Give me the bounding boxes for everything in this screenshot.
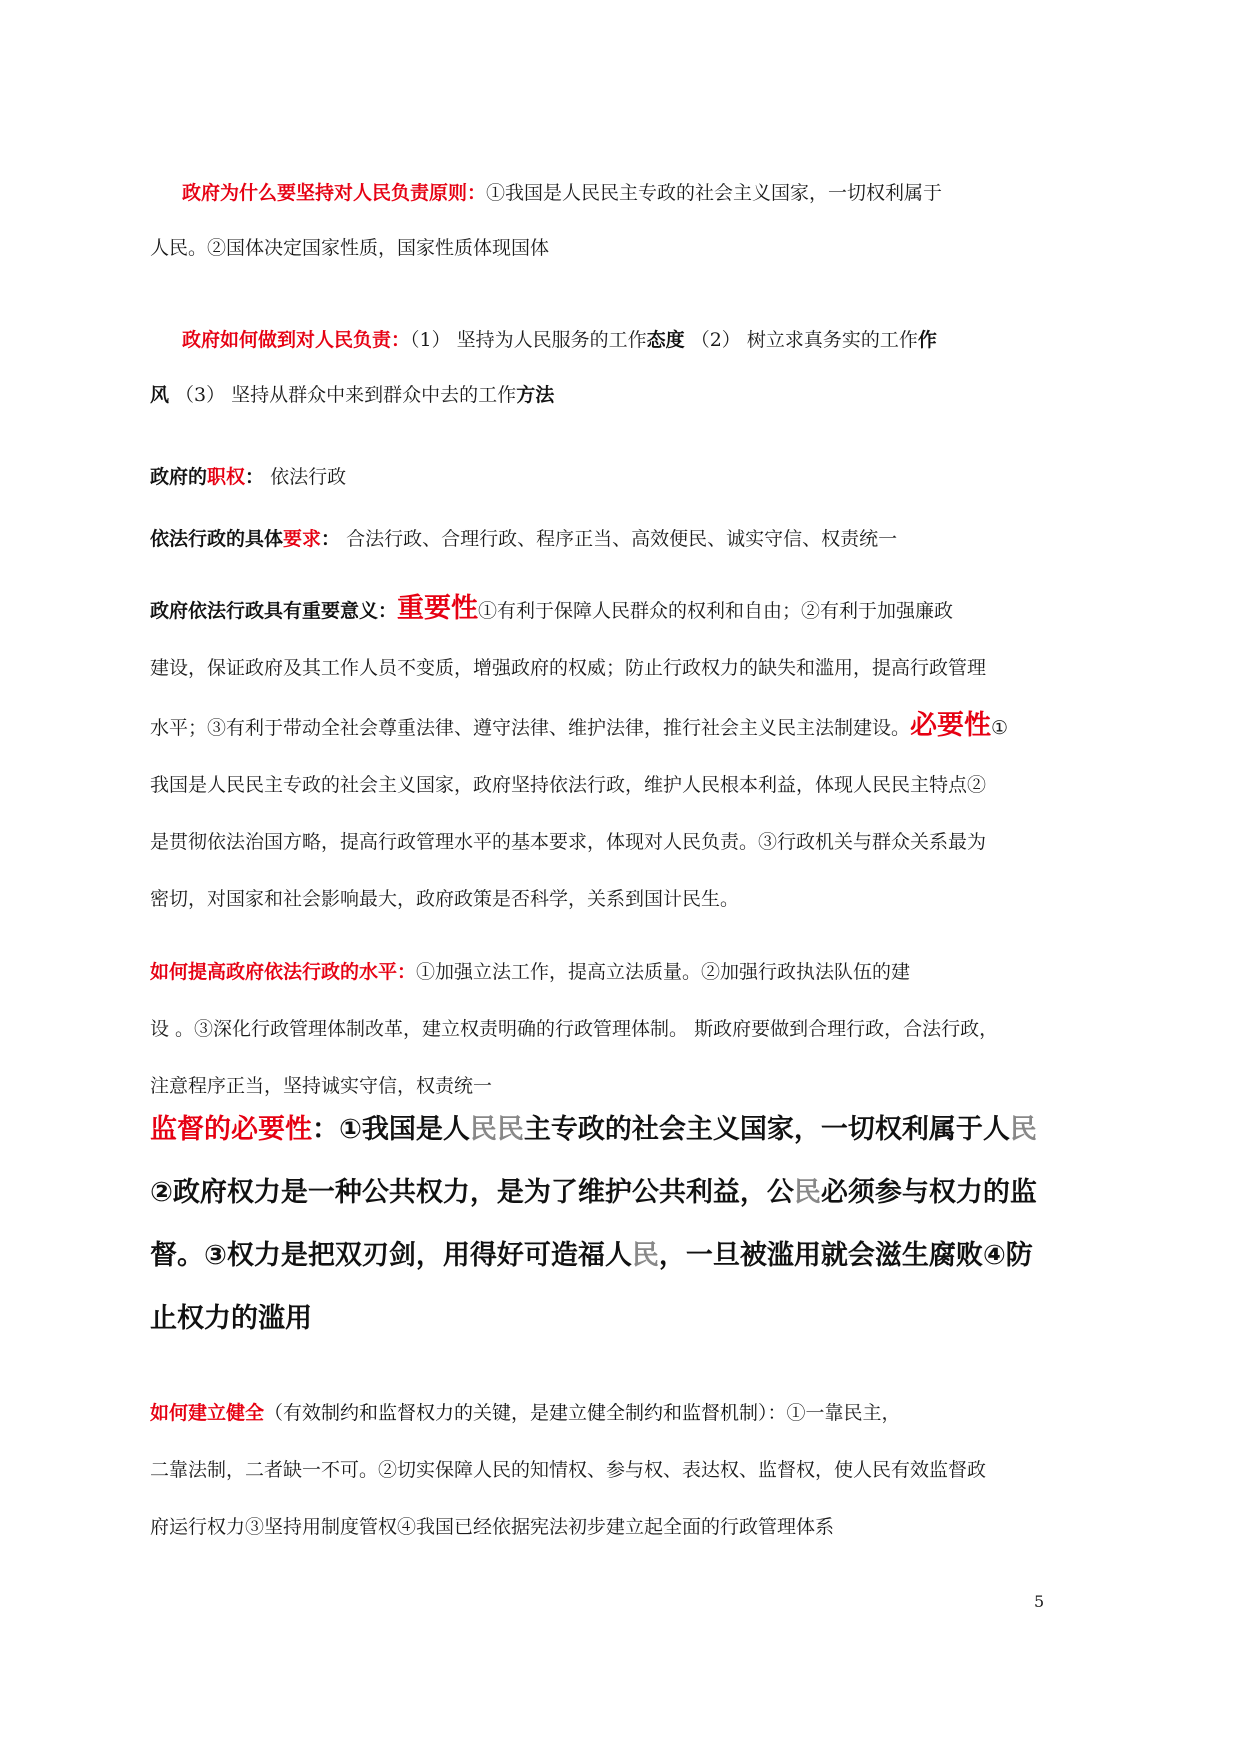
page-number: 5 — [1034, 1592, 1045, 1611]
paragraph-government-powers — [150, 457, 1105, 497]
text-line — [150, 697, 1105, 757]
text-line — [150, 1161, 1105, 1224]
paragraph-supervision-necessity — [150, 1098, 1105, 1350]
body-text: 合法行政、合理行政、程序正当、高效便民、诚实守信、权责统一 — [340, 528, 898, 550]
keyword-necessity: 必要性 — [910, 710, 992, 741]
keyword: 作 — [917, 329, 937, 351]
body-text: ，一旦被滥用就会滋生腐败④防 — [658, 1240, 1033, 1271]
text-line: 设 。③深化行政管理体制改革，建立权责明确的行政管理体制。 斯政府要做到合理行政，合法行政， — [150, 1018, 999, 1040]
keyword: 要求 — [283, 528, 322, 550]
text-line: 府运行权力③坚持用制度管权④我国已经依据宪法初步建立起全面的行政管理体系 — [150, 1516, 835, 1538]
paragraph-lawful-administration-significance — [150, 580, 1105, 928]
body-text: 主专政的社会主义国家，一切权利属于人 — [523, 1114, 1010, 1145]
body-text: ：①我国是人 — [312, 1114, 470, 1145]
body-text: 必须参与权力的监 — [820, 1177, 1037, 1208]
text-line: 密切，对国家和社会影响最大，政府政策是否科学，关系到国计民生。 — [150, 888, 740, 910]
body-text: （1） 坚持为人民服务的工作 — [410, 329, 647, 351]
paragraph-people-responsibility-reason — [150, 166, 1105, 276]
body-text: ①一靠民主， — [786, 1402, 901, 1424]
text-line — [150, 1098, 1105, 1161]
text-line: 二靠法制，二者缺一不可。②切实保障人民的知情权、参与权、表达权、监督权，使人民有效监督政 — [150, 1459, 987, 1481]
keyword: 职权 — [207, 466, 246, 488]
body-text: （3） 坚持从群众中来到群众中去的工作 — [169, 384, 517, 406]
body-text: ①加强立法工作，提高立法质量。②加强行政执法队伍的建 — [416, 961, 911, 983]
text-line: 注意程序正当，坚持诚实守信，权责统一 — [150, 1075, 493, 1097]
text-line — [150, 457, 1105, 497]
faded-text: 民 — [793, 1177, 821, 1208]
body-text: ②政府权力是一种公共权力，是为了维护公共利益，公 — [150, 1177, 794, 1208]
text-line: 止权力的滥用 — [150, 1303, 312, 1334]
body-text: 依法行政 — [264, 466, 347, 488]
text-line: 建设，保证政府及其工作人员不变质，增强政府的权威；防止行政权力的缺失和滥用，提高行政管理 — [150, 657, 987, 679]
paragraph-improve-lawful-administration — [150, 944, 1105, 1115]
faded-text: 民民 — [469, 1114, 524, 1145]
text-line — [150, 313, 1105, 368]
body-text: ①有利于保障人民群众的权利和自由；②有利于加强廉政 — [478, 600, 954, 622]
section-heading: 如何提高政府依法行政的水平： — [150, 961, 417, 983]
body-text: （2） 树立求真务实的工作 — [684, 329, 918, 351]
text-line — [150, 944, 1105, 1001]
text-line — [150, 1224, 1105, 1287]
body-text: ①我国是人民民主专政的社会主义国家，一切权利属于 — [486, 182, 943, 204]
faded-text: 民 — [1009, 1114, 1037, 1145]
section-heading: 监督的必要性 — [150, 1114, 312, 1145]
text-line: 人民。②国体决定国家性质，国家性质体现国体 — [150, 237, 550, 259]
section-heading: 政府如何做到对人民负责： — [182, 329, 411, 351]
keyword: 态度 — [646, 329, 685, 351]
body-text: （有效制约和监督权力的关键，是建立健全制约和监督机制）： — [264, 1402, 787, 1424]
text-line: 是贯彻依法治国方略，提高行政管理水平的基本要求，体现对人民负责。③行政机关与群众关系最为 — [150, 831, 987, 853]
faded-text: 民 — [631, 1240, 659, 1271]
keyword: 风 — [150, 384, 170, 406]
label-text: ： — [321, 528, 341, 550]
text-line — [150, 519, 1105, 559]
section-heading: 政府依法行政具有重要意义： — [150, 600, 398, 622]
section-heading: 如何建立健全 — [150, 1402, 265, 1424]
text-line — [150, 580, 1105, 640]
text-line — [150, 368, 1105, 423]
label-text: ： — [245, 466, 265, 488]
body-text: 督。③权力是把双刃剑，用得好可造福人 — [150, 1240, 632, 1271]
paragraph-how-responsible — [150, 313, 1105, 423]
body-text: ① — [991, 717, 1009, 739]
keyword-importance: 重要性 — [397, 593, 479, 624]
text-line: 我国是人民民主专政的社会主义国家，政府坚持依法行政，维护人民根本利益，体现人民民主特点② — [150, 774, 987, 796]
paragraph-lawful-administration-requirements — [150, 519, 1105, 559]
paragraph-establish-supervision — [150, 1385, 1105, 1556]
body-text: 水平；③有利于带动全社会尊重法律、遵守法律、维护法律，推行社会主义民主法制建设。 — [150, 717, 911, 739]
label-text: 政府的 — [150, 466, 208, 488]
text-line — [150, 1385, 1105, 1442]
label-text: 依法行政的具体 — [150, 528, 284, 550]
section-heading: 政府为什么要坚持对人民负责原则： — [182, 182, 487, 204]
text-line — [150, 166, 1105, 221]
keyword: 方法 — [516, 384, 555, 406]
